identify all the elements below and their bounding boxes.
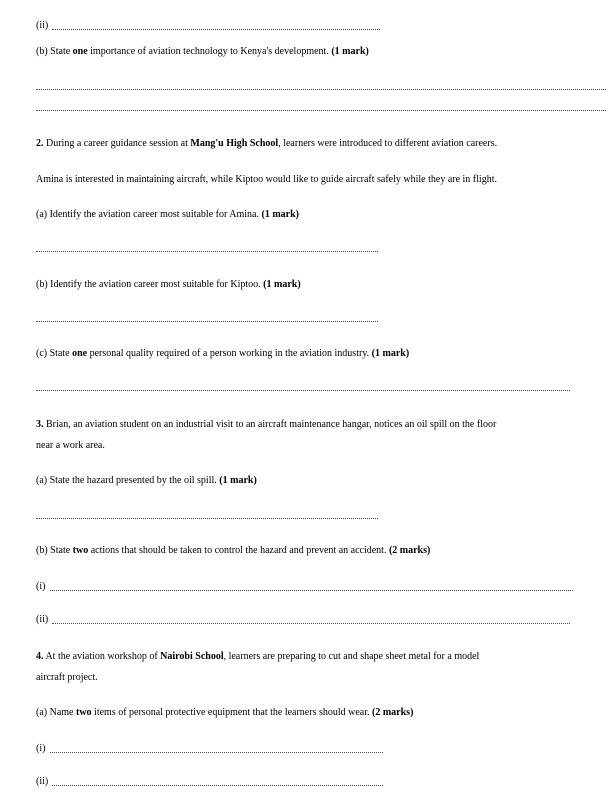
answer-line[interactable]	[36, 518, 378, 519]
q2-a-prompt: (a) Identify the aviation career most suitable for Amina. (1 mark)	[36, 209, 299, 220]
q2-intro-line2: Amina is interested in maintaining aircraft, while Kiptoo would like to guide aircraft safely while they are in flight.	[36, 174, 497, 185]
q3-intro: 3. Brian, an aviation student on an industrial visit to an aircraft maintenance hangar, notices an oil spill on the floor	[36, 419, 497, 430]
answer-line[interactable]	[50, 590, 573, 591]
q2-b-prompt: (b) Identify the aviation career most suitable for Kiptoo. (1 mark)	[36, 279, 301, 290]
q4-intro: 4. At the aviation workshop of Nairobi School, learners are preparing to cut and shape sheet metal for a model	[36, 651, 480, 662]
answer-line[interactable]	[52, 785, 383, 786]
answer-line[interactable]	[36, 110, 606, 111]
answer-line[interactable]	[52, 29, 380, 30]
answer-line[interactable]	[36, 390, 570, 391]
q3-a-prompt: (a) State the hazard presented by the oil spill. (1 mark)	[36, 475, 257, 486]
answer-line[interactable]	[50, 752, 383, 753]
q1-a-ii-label: (ii)	[36, 20, 49, 31]
q2-c-prompt: (c) State one personal quality required of a person working in the aviation industry. (1 mark)	[36, 348, 410, 359]
q4-a-ii-label: (ii)	[36, 776, 49, 787]
answer-line[interactable]	[36, 89, 606, 90]
answer-line[interactable]	[36, 321, 378, 322]
q3-b-ii-label: (ii)	[36, 614, 49, 625]
q4-a-i-label: (i)	[36, 743, 46, 754]
q3-intro-line2: near a work area.	[36, 440, 105, 451]
q4-a-prompt: (a) Name two items of personal protective equipment that the learners should wear. (2 marks)	[36, 707, 414, 718]
q2-intro: 2. During a career guidance session at Mang'u High School, learners were introduced to different aviation careers.	[36, 138, 498, 149]
answer-line[interactable]	[36, 251, 378, 252]
q3-b-prompt: (b) State two actions that should be taken to control the hazard and prevent an accident. (2 marks)	[36, 545, 431, 556]
answer-line[interactable]	[52, 623, 570, 624]
q3-b-i-label: (i)	[36, 581, 46, 592]
q1-b-prompt: (b) State one importance of aviation technology to Kenya's development. (1 mark)	[36, 46, 369, 57]
q4-intro-line2: aircraft project.	[36, 672, 98, 683]
